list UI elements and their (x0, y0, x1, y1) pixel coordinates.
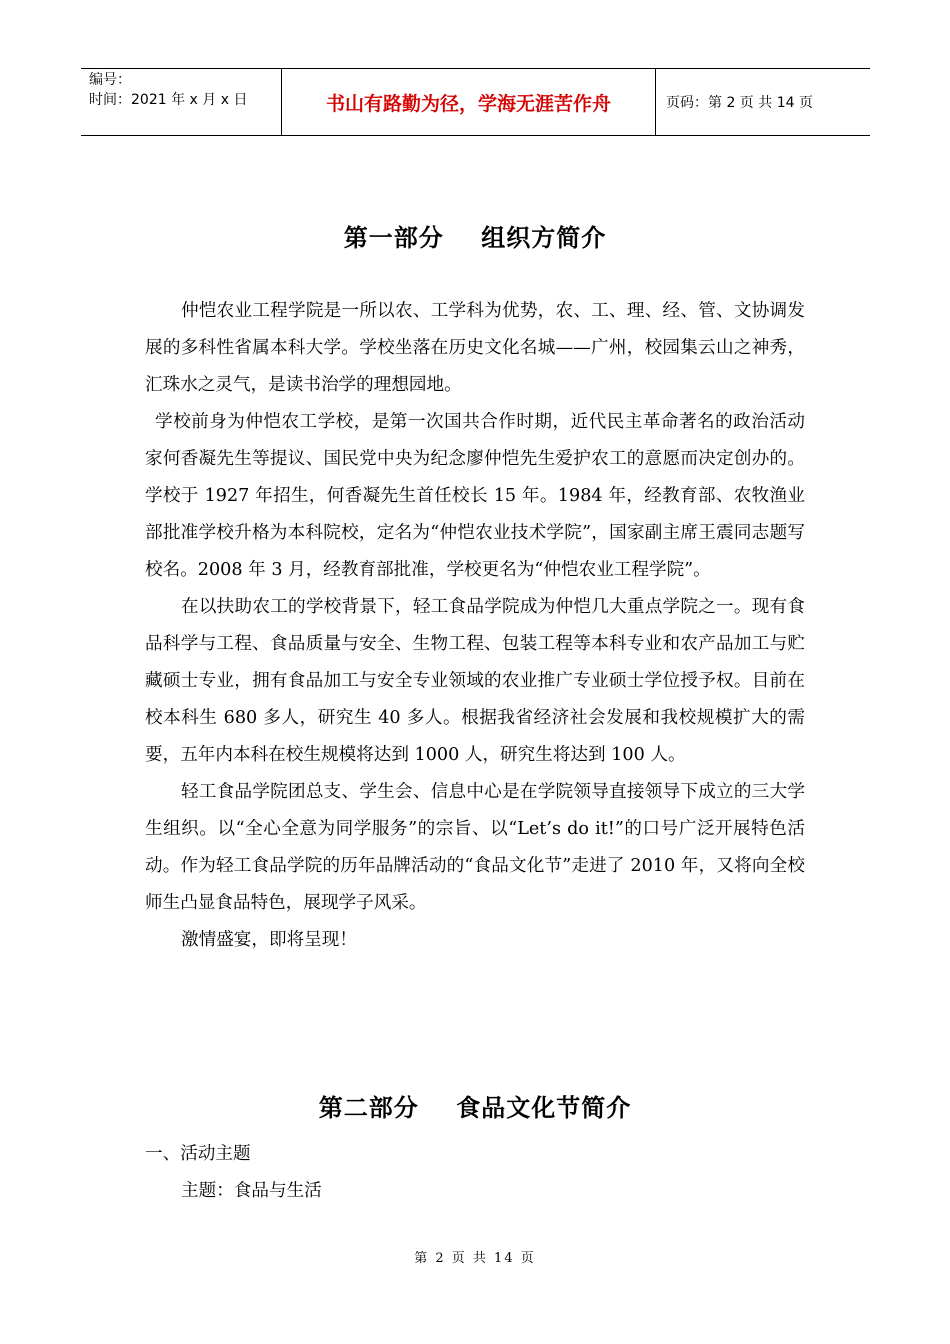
paragraph: 学校前身为仲恺农工学校，是第一次国共合作时期，近代民主革命著名的政治活动家何香凝先生等提议、国民党中央为纪念廖仲恺先生爱护农工的意愿而决定创办的。学校于 1927 年招生，何香凝先生首任校长 15 年。1984 年，经教育部、农牧渔业部批准学校升格为本科院校，定名为“仲恺农业技术学院”，国家副主席王震同志题写校名。2008 年 3 月，经教育部批准，学校更名为“仲恺农业工程学院”。 (145, 412, 805, 580)
activity-theme: 主题：食品与生活 (181, 1181, 322, 1201)
time-label: 时间：2021 年 x 月 x 日 (89, 92, 248, 108)
activity-heading: 一、活动主题 (145, 1144, 251, 1164)
paragraph: 轻工食品学院团总支、学生会、信息中心是在学院领导直接领导下成立的三大学生组织。以“全心全意为同学服务”的宗旨、以“Let’s do it!”的口号广泛开展特色活动。作为轻工食品学院的历年品牌活动的“食品文化节”走进了 2010 年，又将向全校师生凸显食品特色，展现学子风采。 (145, 782, 805, 913)
paragraph: 激情盛宴，即将呈现！ (181, 930, 357, 950)
page-footer: 第 2 页 共 14 页 (414, 1251, 536, 1266)
number-label: 编号： (89, 72, 131, 88)
paragraph: 在以扶助农工的学校背景下，轻工食品学院成为仲恺几大重点学院之一。现有食品科学与工程、食品质量与安全、生物工程、包装工程等本科专业和农产品加工与贮藏硕士专业，拥有食品加工与安全专业领域的农业推广专业硕士学位授予权。目前在校本科生 680 多人，研究生 40 多人。根据我省经济社会发展和我校规模扩大的需要，五年内本科在校生规模将达到 1000 人，研究生将达到 100 人。 (145, 597, 805, 765)
section2-title: 第二部分 食品文化节简介 (318, 1094, 632, 1122)
header-meta (81, 69, 282, 135)
header-motto: 书山有路勤为径，学海无涯苦作舟 (282, 69, 656, 135)
section1-title: 第一部分 组织方简介 (343, 224, 607, 252)
section1-body (145, 293, 805, 959)
paragraph: 仲恺农业工程学院是一所以农、工学科为优势，农、工、理、经、管、文协调发展的多科性省属本科大学。学校坐落在历史文化名城——广州，校园集云山之神秀，汇珠水之灵气，是读书治学的理想园地。 (145, 301, 805, 395)
header-page-code: 页码：第 2 页 共 14 页 (666, 95, 813, 111)
document-header (81, 68, 870, 136)
